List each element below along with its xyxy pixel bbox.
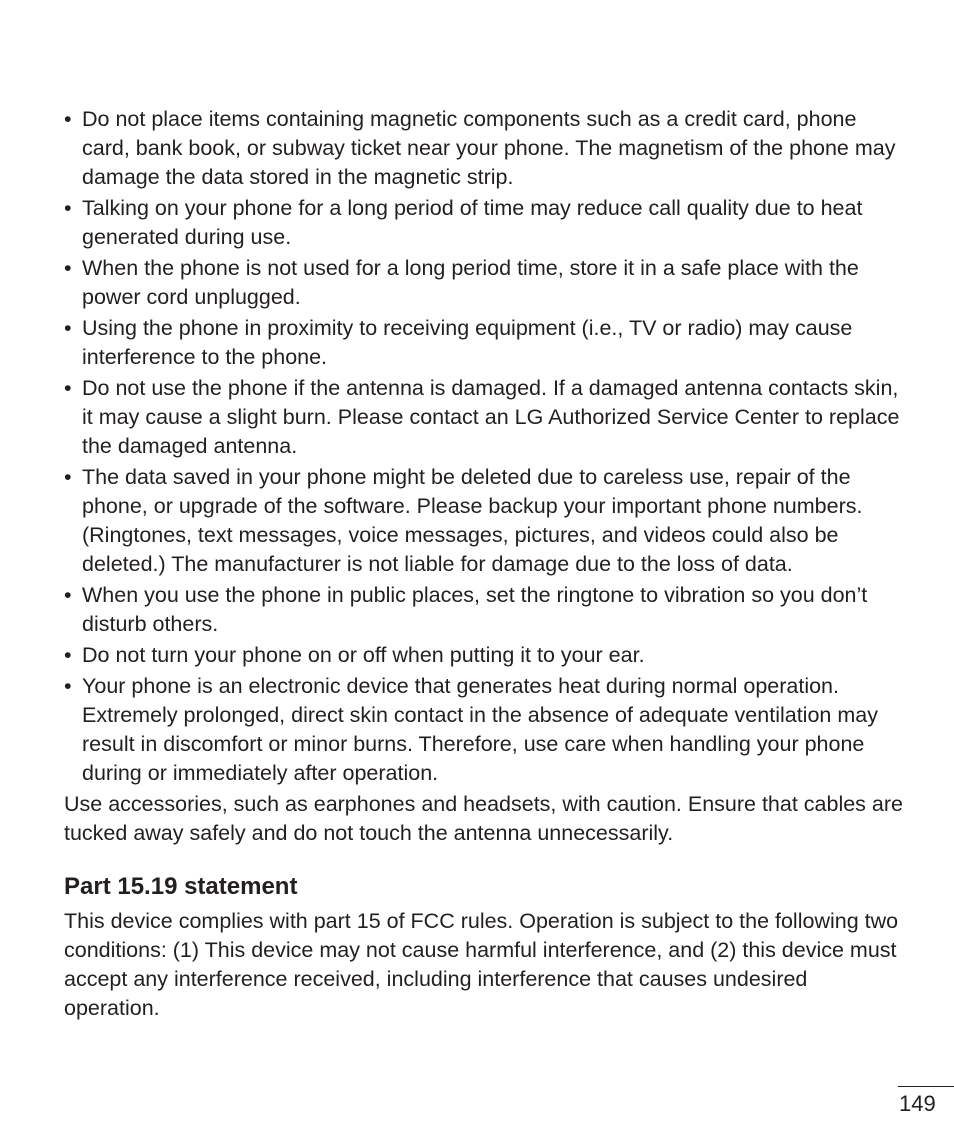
list-item-text: When the phone is not used for a long period time, store it in a safe place with the power cord unplugged.	[82, 256, 859, 309]
bullet-icon: •	[64, 643, 72, 667]
list-item-text: When you use the phone in public places, set the ringtone to vibration so you don’t disturb others.	[82, 583, 868, 636]
list-item-text: Using the phone in proximity to receiving equipment (i.e., TV or radio) may cause interference to the phone.	[82, 316, 853, 369]
bullet-icon: •	[64, 196, 72, 220]
section-heading: Part 15.19 statement	[64, 873, 298, 900]
list-item-text: The data saved in your phone might be deleted due to careless use, repair of the phone, or upgrade of the software. Please backup your important phone numbers. (Ringtones, text messages, voice messages, pictures, and videos could also be deleted.) The manufacturer is not liable for damage due to the loss of data.	[82, 465, 863, 576]
section-body: This device complies with part 15 of FCC rules. Operation is subject to the following two conditions: (1) This device may not cause harmful interference, and (2) this device must accept any interference received, including interference that causes undesired operation.	[64, 909, 899, 1020]
page-number: 149	[899, 1091, 936, 1116]
bullet-icon: •	[64, 256, 72, 280]
list-item-text: Do not use the phone if the antenna is damaged. If a damaged antenna contacts skin, it may cause a slight burn. Please contact an LG Authorized Service Center to replace the damaged antenna.	[82, 376, 900, 458]
list-item-text: Do not turn your phone on or off when putting it to your ear.	[82, 643, 645, 667]
list-item	[64, 254, 904, 312]
bullet-icon: •	[64, 316, 72, 340]
page-number-divider	[898, 1086, 954, 1087]
page-content	[64, 105, 904, 1023]
accessories-paragraph: Use accessories, such as earphones and headsets, with caution. Ensure that cables are tucked away safely and do not touch the antenna unnecessarily.	[64, 792, 903, 845]
list-item-text: Your phone is an electronic device that generates heat during normal operation. Extremely prolonged, direct skin contact in the absence of adequate ventilation may result in discomfort or minor burns. Therefore, use care when handling your phone during or immediately after operation.	[82, 674, 878, 785]
bullet-icon: •	[64, 465, 72, 489]
list-item	[64, 463, 904, 579]
bullet-icon: •	[64, 583, 72, 607]
bullet-icon: •	[64, 376, 72, 400]
list-item	[64, 374, 904, 461]
list-item	[64, 641, 904, 670]
list-item-text: Do not place items containing magnetic components such as a credit card, phone card, bank book, or subway ticket near your phone. The magnetism of the phone may damage the data stored in the magnetic strip.	[82, 107, 896, 189]
list-item	[64, 105, 904, 192]
list-item	[64, 672, 904, 788]
bullet-icon: •	[64, 674, 72, 698]
list-item	[64, 581, 904, 639]
safety-bullet-list	[64, 105, 904, 788]
list-item-text: Talking on your phone for a long period of time may reduce call quality due to heat generated during use.	[82, 196, 863, 249]
list-item	[64, 194, 904, 252]
bullet-icon: •	[64, 107, 72, 131]
list-item	[64, 314, 904, 372]
